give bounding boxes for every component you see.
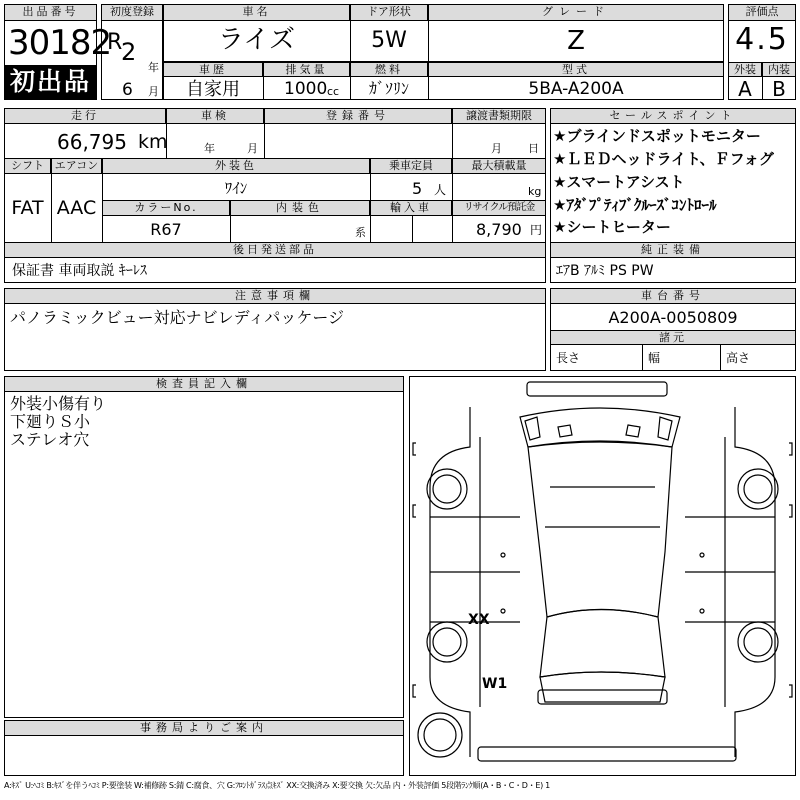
plate-label: 登録番号 [264, 108, 452, 124]
model-code: 5BA-A200A [528, 79, 624, 99]
length-label: 長さ [556, 351, 581, 365]
sales-points-label: セールスポイント [550, 108, 796, 124]
car-diagram [409, 376, 796, 776]
lot-label: 出品番号 [4, 4, 97, 21]
lot-number: 30182 [8, 23, 112, 63]
dims-label: 諸元 [550, 330, 796, 345]
year-unit: 年 [148, 61, 159, 74]
height-label: 高さ [726, 351, 751, 365]
later-parts-label: 後日発送部品 [4, 242, 546, 258]
load-label: 最大積載量 [452, 158, 546, 174]
inspector-label: 検査員記入欄 [4, 376, 404, 392]
inspector-line-1: 外装小傷有り [10, 394, 107, 413]
damage-mark-xx: XX [468, 612, 490, 628]
recycle-value: 8,790 [476, 220, 522, 239]
fuel-label: 燃料 [350, 62, 428, 77]
score-label: 評価点 [728, 4, 796, 21]
displacement-value: 1000 [284, 79, 328, 99]
first-reg-label: 初度登録 [101, 4, 163, 21]
sales-point-3: ★スマートアシスト [553, 173, 685, 191]
displacement-label: 排気量 [263, 62, 350, 77]
interior-label: 内装 [762, 62, 796, 77]
km-unit: km [138, 131, 168, 153]
ac-label: エアコン [51, 158, 102, 174]
color-no-value: R67 [150, 220, 182, 239]
equipment-value: ｴｱB ｱﾙﾐ PS PW [556, 263, 654, 279]
score-value: 4.5 [735, 22, 789, 57]
notes-label: 注意事項欄 [4, 288, 546, 304]
later-parts-value: 保証書 車両取説 ｷｰﾚｽ [12, 263, 147, 279]
import-label: 輸入車 [370, 200, 452, 216]
car-name: ライズ [218, 25, 295, 55]
insp-year-unit: 年 [204, 142, 215, 155]
shift-value: FAT [11, 197, 44, 219]
chassis-number: A200A-0050809 [608, 308, 738, 327]
mileage-label: 走行 [4, 108, 166, 124]
history-label: 車歴 [163, 62, 263, 77]
first-reg-year: 2 [121, 38, 137, 66]
first-reg-era: R [107, 30, 123, 55]
door-type: 5W [371, 28, 407, 53]
chassis-label: 車台番号 [550, 288, 796, 304]
grade-label: グレード [428, 4, 724, 21]
width-label: 幅 [648, 351, 661, 365]
ext-color-label: 外装色 [102, 158, 370, 174]
yen-unit: 円 [530, 223, 543, 237]
fuel-value: ｶﾞｿﾘﾝ [368, 79, 409, 98]
sales-point-1: ★ブラインドスポットモニター [553, 127, 761, 145]
month-unit: 月 [148, 85, 159, 98]
capacity-label: 乗車定員 [370, 158, 452, 174]
office-label: 事務局よりご案内 [4, 720, 404, 736]
load-unit: kg [528, 185, 542, 198]
car-name-label: 車名 [163, 4, 350, 21]
equipment-label: 純正装備 [550, 242, 796, 258]
ac-value: AAC [56, 197, 97, 219]
interior-grade: B [772, 77, 786, 101]
car-outline-svg [410, 377, 795, 775]
exterior-label: 外装 [728, 62, 762, 77]
model-label: 型式 [428, 62, 724, 77]
legend-text: A:ｷｽﾞ U:ﾍｺﾐ B:ｷｽﾞを伴うﾍｺﾐ P:要塗装 W:補修跡 S:錆 C:腐食、穴 G:ﾌﾛﾝﾄｶﾞﾗｽ点ｷｽﾞ XX:交換済み X:要交換 欠:欠品 内・外装評価 5段階ﾗﾝｸ順(A・B・C・D・E) 1 [4, 781, 550, 790]
ext-color-value: ﾜｲﾝ [224, 179, 248, 197]
sales-point-2: ★ＬＥＤヘッドライト、Ｆフォグ [553, 150, 774, 168]
transfer-day-unit: 日 [528, 142, 539, 155]
transfer-label: 譲渡書類期限 [452, 108, 546, 124]
door-label: ドア形状 [350, 4, 428, 21]
insp-month-unit: 月 [247, 142, 258, 155]
int-color-label: 内装色 [230, 200, 370, 216]
recycle-label: リサイクル預託金 [452, 200, 546, 216]
cc-unit: cc [327, 85, 340, 98]
inspector-line-2: 下廻りＳ小 [10, 412, 91, 431]
mileage-value: 66,795 [57, 130, 127, 154]
int-color-unit: 系 [355, 226, 366, 239]
exterior-grade: A [738, 77, 752, 101]
capacity-unit: 人 [434, 183, 447, 197]
grade-value: Z [567, 26, 585, 56]
inspector-line-3: ステレオ穴 [10, 430, 90, 449]
capacity-value: 5 [412, 179, 423, 198]
first-listing-badge: 初出品 [5, 65, 96, 99]
color-no-label: カラーNo. [102, 200, 230, 216]
damage-mark-w1: W1 [482, 676, 508, 692]
inspection-label: 車検 [166, 108, 264, 124]
sales-point-5: ★シートヒーター [553, 218, 671, 236]
transfer-month-unit: 月 [491, 142, 502, 155]
history-value: 自家用 [186, 79, 240, 100]
shift-label: シフト [4, 158, 51, 174]
first-reg-month: 6 [122, 80, 133, 100]
sales-point-4: ★ｱﾀﾞﾌﾟﾃｨﾌﾞｸﾙｰｽﾞｺﾝﾄﾛｰﾙ [553, 196, 717, 214]
notes-text: パノラミックビュー対応ナビレディパッケージ [10, 308, 345, 327]
